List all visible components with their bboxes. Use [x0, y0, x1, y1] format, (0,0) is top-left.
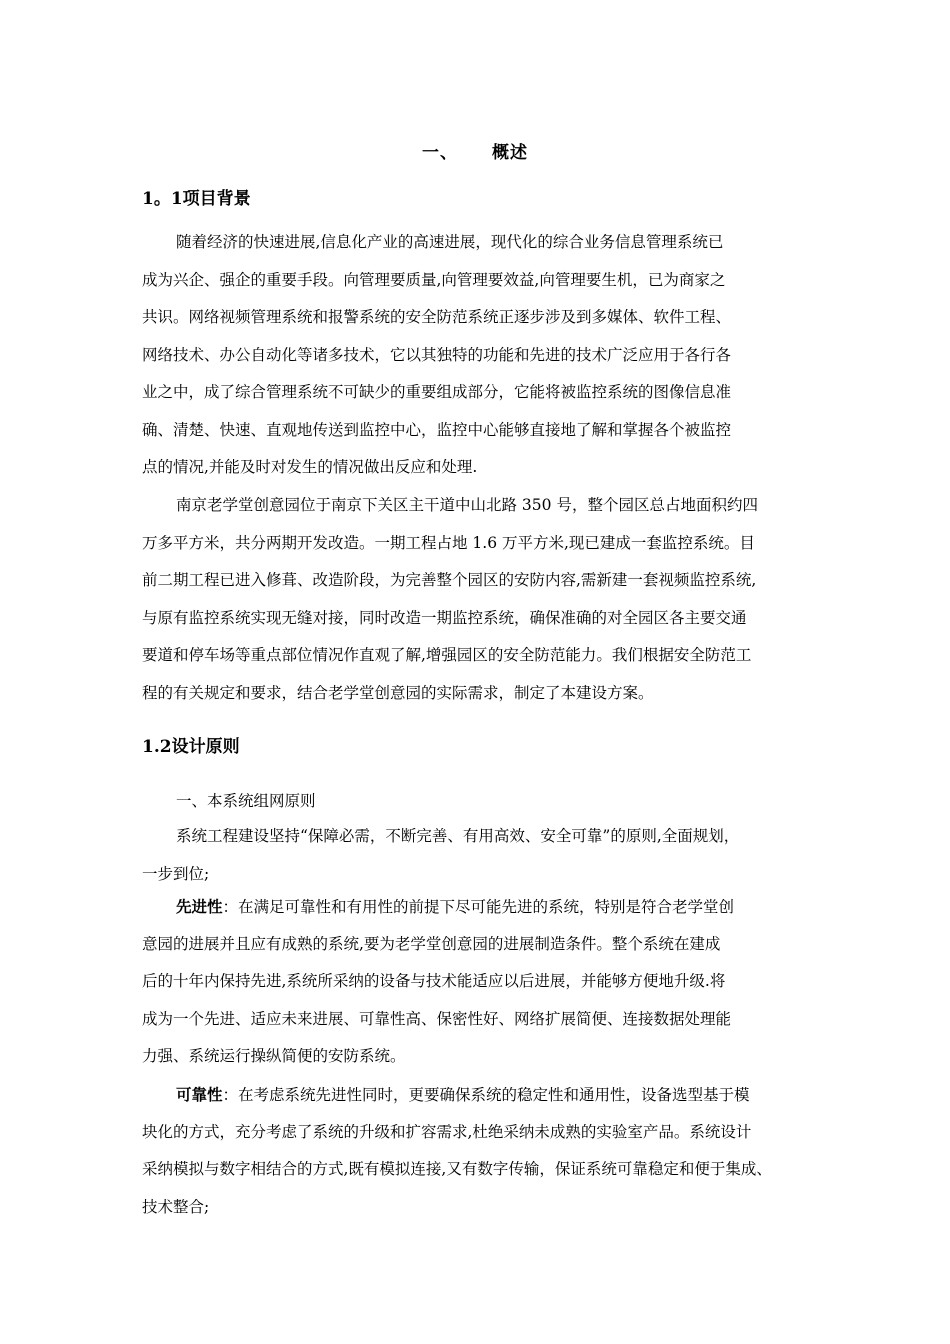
text-line: 程的有关规定和要求，结合老学堂创意园的实际需求，制定了本建设方案。 — [142, 683, 654, 702]
text-line: 系统工程建设坚持“保障必需，不断完善、有用高效、安全可靠”的原则,全面规划， — [176, 827, 740, 845]
paragraph-advanced — [142, 888, 817, 1076]
paragraph-reliability — [142, 1076, 817, 1226]
text-line: 随着经济的快速进展,信息化产业的高速进展，现代化的综合业务信息管理系统已 — [176, 233, 724, 251]
text-line: 点的情况,并能及时对发生的情况做出反应和处理. — [142, 458, 478, 476]
subheading-block — [142, 783, 817, 821]
text-line: 后的十年内保持先进,系统所采纳的设备与技术能适应以后进展，并能够方便地升级.将 — [142, 972, 726, 990]
section-heading-1-1: 1。1项目背景 — [142, 189, 251, 209]
text-line: 万多平方米，共分两期开发改造。一期工程占地 1.6 万平方米,现已建成一套监控系统。目 — [142, 533, 755, 552]
chapter-number: 一、 — [422, 143, 458, 163]
chapter-title — [0, 138, 950, 163]
advanced-first-line: ：在满足可靠性和有用性的前提下尽可能先进的系统，特别是符合老学堂创 — [222, 898, 735, 916]
paragraph-background-2 — [142, 487, 817, 712]
text-line: 采纳模拟与数字相结合的方式,既有模拟连接,又有数字传输，保证系统可靠稳定和便于集成、 — [142, 1160, 772, 1178]
text-line: 与原有监控系统实现无缝对接，同时改造一期监控系统，确保准确的对全园区各主要交通 — [142, 608, 747, 627]
text-line: 网络技术、办公自动化等诸多技术，它以其独特的功能和先进的技术广泛应用于各行各 — [142, 345, 732, 364]
paragraph-principles-intro — [142, 818, 817, 893]
text-line: 前二期工程已进入修葺、改造阶段，为完善整个园区的安防内容,需新建一套视频监控系统, — [142, 571, 757, 589]
reliability-first-line: ：在考虑系统先进性同时，更要确保系统的稳定性和通用性，设备选型基于模 — [222, 1086, 750, 1104]
text-line: 一步到位; — [142, 864, 210, 883]
text-line: 力强、系统运行操纵简便的安防系统。 — [142, 1047, 406, 1065]
text-line — [142, 888, 817, 926]
section-heading-1-2: 1.2设计原则 — [142, 737, 240, 757]
chapter-title-text: 概述 — [492, 143, 528, 163]
text-line: 成为一个先进、适应未来进展、可靠性高、保密性好、网络扩展简便、连接数据处理能 — [142, 1009, 732, 1028]
subheading-networking-principles: 一、本系统组网原则 — [176, 792, 316, 810]
text-line: 共识。网络视频管理系统和报警系统的安全防范系统正逐步涉及到多媒体、软件工程、 — [142, 308, 732, 326]
advanced-label: 先进性 — [176, 897, 223, 916]
paragraph-background-1 — [142, 224, 817, 487]
text-line: 成为兴企、强企的重要手段。向管理要质量,向管理要效益,向管理要生机，已为商家之 — [142, 270, 726, 289]
text-line: 确、清楚、快速、直观地传送到监控中心，监控中心能够直接地了解和掌握各个被监控 — [142, 420, 732, 439]
text-line: 意园的进展并且应有成熟的系统,要为老学堂创意园的进展制造条件。整个系统在建成 — [142, 934, 721, 953]
text-line: 要道和停车场等重点部位情况作直观了解,增强园区的安全防范能力。我们根据安全防范工 — [142, 646, 752, 664]
text-line: 业之中，成了综合管理系统不可缺少的重要组成部分，它能将被监控系统的图像信息准 — [142, 383, 732, 401]
reliability-label: 可靠性 — [176, 1085, 223, 1104]
text-line: 块化的方式，充分考虑了系统的升级和扩容需求,杜绝采纳未成熟的实验室产品。系统设计 — [142, 1122, 752, 1141]
text-line: 技术整合; — [142, 1197, 210, 1216]
text-line: 南京老学堂创意园位于南京下关区主干道中山北路 350 号，整个园区总占地面积约四 — [176, 496, 758, 514]
text-line — [142, 1076, 817, 1114]
